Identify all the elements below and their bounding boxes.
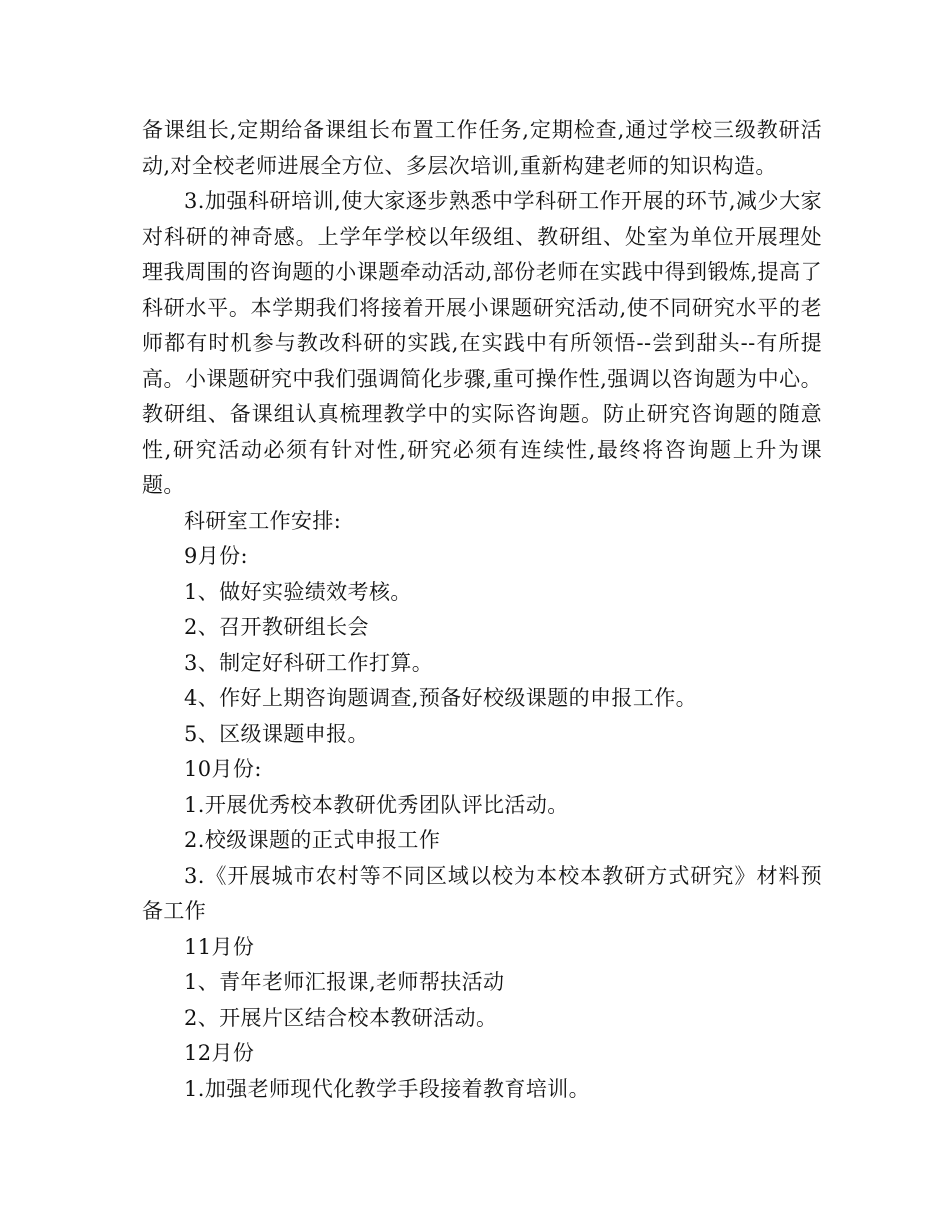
list-item: 1.加强老师现代化教学手段接着教育培训。 <box>184 1076 591 1101</box>
list-item: 5、区级课题申报。 <box>184 721 369 746</box>
paragraph-continuation: 备课组长,定期给备课组长布置工作任务,定期检查,通过学校三级教研活动,对全校老师进展全方位、多层次培训,重新构建老师的知识构造。 <box>142 118 822 178</box>
list-item: 2.校级课题的正式申报工作 <box>184 828 441 852</box>
list-item: 2、召开教研组长会 <box>184 615 369 639</box>
paragraph-research-training: 3.加强科研培训,使大家逐步熟悉中学科研工作开展的环节,减少大家对科研的神奇感。上学年学校以年级组、教研组、处室为单位开展理处理我周围的咨询题的小课题牵动活动,部份老师在实践中得到锻炼,提高了科研水平。本学期我们将接着开展小课题研究活动,使不同研究水平的老师都有时机参与教改科研的实践,在实践中有所领悟--尝到甜头--有所提高。小课题研究中我们强调简化步骤,重可操作性,强调以咨询题为中心。教研组、备课组认真梳理教学中的实际咨询题。防止研究咨询题的随意性,研究活动必须有针对性,研究必须有连续性,最终将咨询题上升为课题。 <box>142 189 822 497</box>
list-item: 2、开展片区结合校本教研活动。 <box>184 1005 498 1030</box>
list-item: 1、青年老师汇报课,老师帮扶活动 <box>184 970 505 994</box>
list-item: 3、制定好科研工作打算。 <box>184 650 434 675</box>
document-body <box>142 113 822 1107</box>
month-heading-december: 12月份 <box>184 1041 255 1065</box>
month-heading-september: 9月份: <box>184 544 249 568</box>
list-item: 1.开展优秀校本教研优秀团队评比活动。 <box>184 792 569 817</box>
month-heading-november: 11月份 <box>184 934 255 959</box>
list-item: 3.《开展城市农村等不同区域以校为本校本教研方式研究》材料预备工作 <box>142 863 822 923</box>
month-heading-october: 10月份: <box>184 757 262 781</box>
section-heading-schedule: 科研室工作安排: <box>184 508 342 533</box>
list-item: 4、作好上期咨询题调查,预备好校级课题的申报工作。 <box>184 686 698 710</box>
list-item: 1、做好实验绩效考核。 <box>184 579 412 604</box>
